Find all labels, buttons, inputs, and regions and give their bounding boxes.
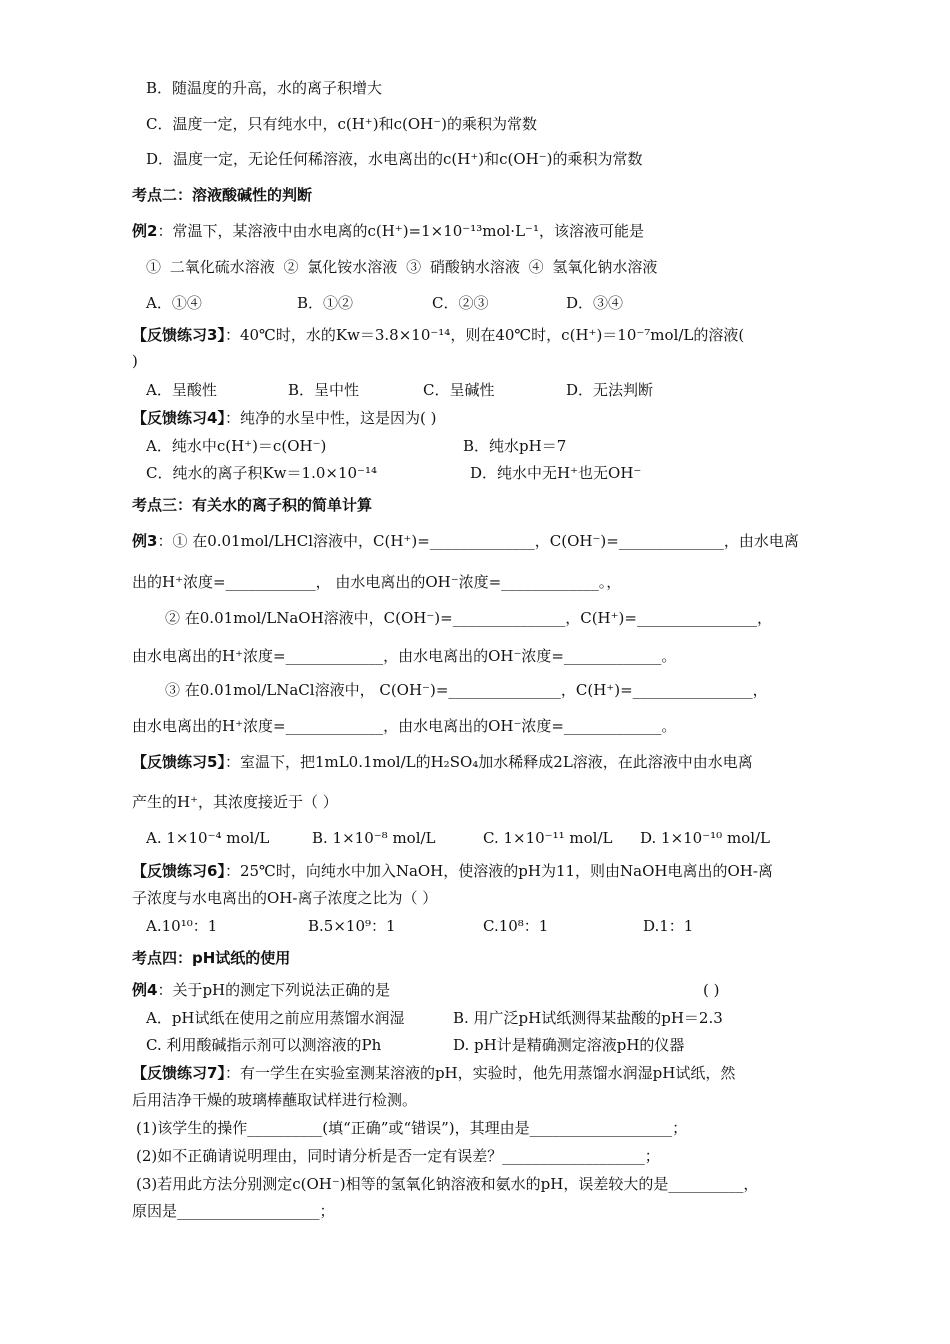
example3-line4: 由水电离出的H⁺浓度=_____________，由水电离出的OH⁻浓度=_____________。 [132,647,677,665]
example2-option-b: B．①② [297,294,354,312]
example3-label: 例3 [132,532,158,550]
feedback7-q4: 原因是___________________； [132,1202,335,1220]
feedback3-label: 【反馈练习3】 [132,326,225,344]
feedback6-line1 [132,861,773,881]
feedback3-text: ：40℃时，水的Kw＝3.8×10⁻¹⁴，则在40℃时，c(H⁺)＝10⁻⁷mol/L的溶液( [224,326,745,344]
example2-option-a: A．①④ [146,294,202,312]
feedback3-question [132,325,744,345]
feedback3-continuation: ) [132,352,138,370]
feedback6-line1-text: ：25℃时，向纯水中加入NaOH，使溶液的pH为11，则由NaOH电离出的OH-离 [224,862,773,880]
feedback3-option-a: A．呈酸性 [146,381,217,399]
section2-title: 考点二：溶液酸碱性的判断 [132,186,313,204]
section4-title: 考点四：pH试纸的使用 [132,949,291,967]
example4-answer-paren: ( ) [703,981,720,999]
feedback6-line2: 子浓度与水电离出的OH-离子浓度之比为（ ） [132,889,438,907]
ex1-option-b: B．随温度的升高，水的离子积增大 [146,79,383,97]
feedback7-line1 [132,1063,735,1083]
example3-line2: 出的H⁺浓度=____________， 由水电离出的OH⁻浓度=_____________。， [132,573,622,591]
example2-option-d: D．③④ [566,294,624,312]
example3-line5: ③ 在0.01mol/LNaCl溶液中， C(OH⁻)=_______________，C(H⁺)=________________， [165,681,768,699]
feedback3-option-d: D．无法判断 [566,381,654,399]
example3-line3: ② 在0.01mol/LNaOH溶液中，C(OH⁻)=_______________，C(H⁺)=________________， [165,609,772,627]
example2-items: ① 二氧化硫水溶液 ② 氯化铵水溶液 ③ 硝酸钠水溶液 ④ 氢氧化钠水溶液 [146,258,658,276]
feedback4-option-b: B．纯水pH＝7 [463,437,567,455]
feedback7-q2: (2)如不正确请说明理由，同时请分析是否一定有误差？___________________； [136,1147,660,1165]
example4-option-c: C. 利用酸碱指示剂可以测溶液的Ph [146,1036,382,1054]
section3-title: 考点三：有关水的离子积的简单计算 [132,496,373,514]
example2-question [132,221,644,241]
feedback6-option-a: A.10¹⁰：1 [146,917,218,935]
feedback4-option-d: D．纯水中无H⁺也无OH⁻ [470,464,642,482]
feedback6-option-c: C.10⁸：1 [483,917,549,935]
feedback5-option-a: A. 1×10⁻⁴ mol/L [146,829,270,847]
example4-question [132,980,390,1000]
feedback4-text: ：纯净的水呈中性，这是因为( ) [224,409,437,427]
example2-text: ：常温下，某溶液中由水电离的c(H⁺)=1×10⁻¹³mol·L⁻¹，该溶液可能是 [157,222,644,240]
feedback7-q1: (1)该学生的操作__________(填“正确”或“错误”)，其理由是___________________； [136,1119,688,1137]
feedback6-label: 【反馈练习6】 [132,862,225,880]
example4-option-d: D. pH计是精确测定溶液pH的仪器 [453,1036,685,1054]
feedback5-line2: 产生的H⁺，其浓度接近于（ ） [132,793,338,811]
example4-option-b: B. 用广泛pH试纸测得某盐酸的pH＝2.3 [453,1009,723,1027]
feedback3-option-b: B．呈中性 [288,381,360,399]
ex1-option-c: C．温度一定，只有纯水中，c(H⁺)和c(OH⁻)的乘积为常数 [146,115,537,133]
feedback4-label: 【反馈练习4】 [132,409,225,427]
feedback4-option-a: A．纯水中c(H⁺)＝c(OH⁻) [146,437,327,455]
feedback5-line1 [132,752,753,772]
feedback3-option-c: C．呈碱性 [423,381,495,399]
example2-label: 例2 [132,222,158,240]
feedback4-option-c: C．纯水的离子积Kw＝1.0×10⁻¹⁴ [146,464,377,482]
example4-label: 例4 [132,981,158,999]
feedback5-option-b: B. 1×10⁻⁸ mol/L [312,829,436,847]
feedback7-q3: (3)若用此方法分别测定c(OH⁻)相等的氢氧化钠溶液和氨水的pH，误差较大的是__________， [136,1175,759,1193]
feedback4-question [132,408,436,428]
example3-line1 [132,531,799,551]
feedback6-option-b: B.5×10⁹：1 [308,917,396,935]
feedback5-line1-text: ：室温下，把1mL0.1mol/L的H₂SO₄加水稀释成2L溶液，在此溶液中由水电离 [224,753,753,771]
example2-option-c: C．②③ [432,294,489,312]
example4-text: ：关于pH的测定下列说法正确的是 [157,981,391,999]
feedback5-option-c: C. 1×10⁻¹¹ mol/L [483,829,613,847]
feedback7-label: 【反馈练习7】 [132,1064,225,1082]
ex1-option-d: D．温度一定，无论任何稀溶液，水电离出的c(H⁺)和c(OH⁻)的乘积为常数 [146,150,643,168]
feedback5-option-d: D. 1×10⁻¹⁰ mol/L [640,829,771,847]
example3-line6: 由水电离出的H⁺浓度=_____________，由水电离出的OH⁻浓度=_____________。 [132,717,677,735]
feedback7-line1-text: ：有一学生在实验室测某溶液的pH，实验时，他先用蒸馏水润湿pH试纸，然 [224,1064,736,1082]
example4-option-a: A．pH试纸在使用之前应用蒸馏水润湿 [146,1009,405,1027]
feedback5-label: 【反馈练习5】 [132,753,225,771]
example3-line1-text: ：① 在0.01mol/LHCl溶液中，C(H⁺)=______________，C(OH⁻)=______________，由水电离 [157,532,799,550]
feedback6-option-d: D.1：1 [643,917,694,935]
feedback7-line2: 后用洁净干燥的玻璃棒蘸取试样进行检测。 [132,1091,418,1109]
